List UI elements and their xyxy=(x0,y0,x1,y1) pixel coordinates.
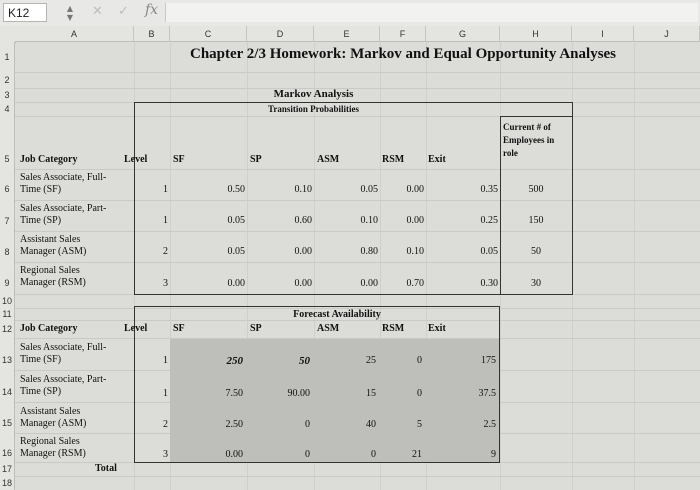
forecast-rsm[interactable]: 0 xyxy=(417,388,422,399)
forecast-header-asm[interactable]: ASM xyxy=(317,323,340,334)
markov-header-rsm[interactable]: RSM xyxy=(382,154,405,165)
forecast-header-exit[interactable]: Exit xyxy=(428,323,446,334)
row-header-7[interactable]: 7 xyxy=(0,200,15,231)
forecast-job-line1[interactable]: Sales Associate, Full- xyxy=(20,342,107,353)
forecast-sf[interactable]: 7.50 xyxy=(225,388,243,399)
row-header-16[interactable]: 16 xyxy=(0,433,15,462)
markov-current[interactable]: 30 xyxy=(531,278,541,289)
forecast-asm[interactable]: 40 xyxy=(366,419,376,430)
forecast-rsm[interactable]: 5 xyxy=(417,419,422,430)
markov-asm[interactable]: 0.10 xyxy=(360,215,378,226)
forecast-header-sf[interactable]: SF xyxy=(173,323,185,334)
column-header-d[interactable]: D xyxy=(247,26,314,42)
forecast-exit[interactable]: 2.5 xyxy=(483,419,496,430)
column-header-j[interactable]: J xyxy=(634,26,700,42)
forecast-job-line2[interactable]: Time (SP) xyxy=(20,386,62,397)
markov-sf[interactable]: 0.50 xyxy=(227,184,245,195)
markov-asm[interactable]: 0.05 xyxy=(360,184,378,195)
forecast-sp[interactable]: 50 xyxy=(299,355,310,367)
row-header-17[interactable]: 17 xyxy=(0,462,15,476)
forecast-rsm[interactable]: 0 xyxy=(417,355,422,366)
markov-sp[interactable]: 0.60 xyxy=(294,215,312,226)
markov-header-level[interactable]: Level xyxy=(124,154,148,165)
forecast-job-line2[interactable]: Time (SF) xyxy=(20,354,62,365)
forecast-sp[interactable]: 90.00 xyxy=(287,388,310,399)
markov-rsm[interactable]: 0.00 xyxy=(406,184,424,195)
forecast-header-job[interactable]: Job Category xyxy=(20,323,78,334)
markov-sf[interactable]: 0.00 xyxy=(227,278,245,289)
row-header-5[interactable]: 5 xyxy=(0,116,15,169)
markov-level[interactable]: 1 xyxy=(163,184,168,195)
markov-job-line1[interactable]: Regional Sales xyxy=(20,265,80,276)
markov-current[interactable]: 50 xyxy=(531,246,541,257)
markov-job-line1[interactable]: Sales Associate, Part- xyxy=(20,203,107,214)
markov-current[interactable]: 500 xyxy=(528,184,544,195)
row-header-6[interactable]: 6 xyxy=(0,169,15,200)
markov-rsm[interactable]: 0.00 xyxy=(406,215,424,226)
markov-header-asm[interactable]: ASM xyxy=(317,154,340,165)
column-header-h[interactable]: H xyxy=(500,26,572,42)
column-header-g[interactable]: G xyxy=(426,26,500,42)
transition-probabilities-heading[interactable]: Transition Probabilities xyxy=(268,104,359,114)
markov-exit[interactable]: 0.35 xyxy=(480,184,498,195)
forecast-job-line1[interactable]: Regional Sales xyxy=(20,436,80,447)
forecast-job-line2[interactable]: Manager (RSM) xyxy=(20,448,86,459)
markov-current[interactable]: 150 xyxy=(528,215,544,226)
row-header-14[interactable]: 14 xyxy=(0,370,15,402)
markov-header-job[interactable]: Job Category xyxy=(20,154,78,165)
row-header-11[interactable]: 11 xyxy=(0,308,15,320)
markov-sp[interactable]: 0.00 xyxy=(294,246,312,257)
forecast-sf[interactable]: 250 xyxy=(226,355,243,367)
markov-sp[interactable]: 0.10 xyxy=(294,184,312,195)
forecast-job-line1[interactable]: Sales Associate, Part- xyxy=(20,374,107,385)
column-header-b[interactable]: B xyxy=(134,26,170,42)
formula-input[interactable] xyxy=(165,3,698,22)
formula-bar xyxy=(0,0,700,27)
row-header-18[interactable]: 18 xyxy=(0,476,15,490)
row-header-8[interactable]: 8 xyxy=(0,231,15,262)
markov-asm[interactable]: 0.00 xyxy=(360,278,378,289)
markov-sp[interactable]: 0.00 xyxy=(294,278,312,289)
markov-job-line2[interactable]: Manager (ASM) xyxy=(20,246,87,257)
markov-job-line2[interactable]: Time (SP) xyxy=(20,215,62,226)
markov-level[interactable]: 3 xyxy=(163,278,168,289)
markov-level[interactable]: 2 xyxy=(163,246,168,257)
markov-exit[interactable]: 0.30 xyxy=(480,278,498,289)
select-all-corner[interactable] xyxy=(0,26,16,43)
markov-header-exit[interactable]: Exit xyxy=(428,154,446,165)
markov-asm[interactable]: 0.80 xyxy=(360,246,378,257)
forecast-exit[interactable]: 175 xyxy=(481,355,496,366)
sheet-title[interactable]: Chapter 2/3 Homework: Markov and Equal Opportunity Analyses xyxy=(190,46,617,62)
forecast-sp[interactable]: 0 xyxy=(305,419,310,430)
forecast-asm[interactable]: 15 xyxy=(366,388,376,399)
row-header-1[interactable]: 1 xyxy=(0,42,15,72)
markov-job-line2[interactable]: Time (SF) xyxy=(20,184,62,195)
row-header-15[interactable]: 15 xyxy=(0,402,15,433)
forecast-level[interactable]: 3 xyxy=(163,449,168,460)
forecast-exit[interactable]: 37.5 xyxy=(478,388,496,399)
column-header-f[interactable]: F xyxy=(380,26,426,42)
forecast-asm[interactable]: 25 xyxy=(366,355,376,366)
markov-rsm[interactable]: 0.10 xyxy=(406,246,424,257)
row-header-4[interactable]: 4 xyxy=(0,102,15,116)
markov-sf[interactable]: 0.05 xyxy=(227,215,245,226)
markov-job-line2[interactable]: Manager (RSM) xyxy=(20,277,86,288)
forecast-sp[interactable]: 0 xyxy=(305,449,310,460)
forecast-header-rsm[interactable]: RSM xyxy=(382,323,405,334)
forecast-level[interactable]: 1 xyxy=(163,388,168,399)
forecast-asm[interactable]: 0 xyxy=(371,449,376,460)
name-box[interactable]: K12 xyxy=(3,3,47,22)
markov-exit[interactable]: 0.05 xyxy=(480,246,498,257)
total-label[interactable]: Total xyxy=(95,463,117,474)
forecast-header-sp[interactable]: SP xyxy=(250,323,262,334)
markov-header-sf[interactable]: SF xyxy=(173,154,185,165)
row-header-3[interactable]: 3 xyxy=(0,88,15,102)
markov-header-current-1[interactable]: Current # of xyxy=(503,122,551,132)
name-box-dropdown-icon[interactable]: ▲ ▼ xyxy=(66,4,74,22)
markov-header-current-3[interactable]: role xyxy=(503,148,518,158)
row-header-10[interactable]: 10 xyxy=(0,294,15,308)
forecast-sf[interactable]: 2.50 xyxy=(225,419,243,430)
column-header-e[interactable]: E xyxy=(314,26,380,42)
insert-function-icon[interactable]: fx xyxy=(145,2,159,18)
forecast-sf[interactable]: 0.00 xyxy=(225,449,243,460)
row-header-13[interactable]: 13 xyxy=(0,338,15,370)
cancel-icon[interactable]: ✕ xyxy=(92,4,103,19)
markov-heading[interactable]: Markov Analysis xyxy=(273,88,354,100)
forecast-rsm[interactable]: 21 xyxy=(412,449,422,460)
forecast-header-level[interactable]: Level xyxy=(124,323,148,334)
row-header-12[interactable]: 12 xyxy=(0,320,15,338)
markov-level[interactable]: 1 xyxy=(163,215,168,226)
forecast-job-line2[interactable]: Manager (ASM) xyxy=(20,418,87,429)
confirm-check-icon[interactable]: ✓ xyxy=(118,4,129,19)
row-header-9[interactable]: 9 xyxy=(0,262,15,294)
forecast-level[interactable]: 1 xyxy=(163,355,168,366)
markov-rsm[interactable]: 0.70 xyxy=(406,278,424,289)
markov-header-current-2[interactable]: Employees in xyxy=(503,135,555,145)
forecast-heading[interactable]: Forecast Availability xyxy=(293,309,381,320)
row-header-2[interactable]: 2 xyxy=(0,72,15,88)
forecast-exit[interactable]: 9 xyxy=(491,449,496,460)
forecast-level[interactable]: 2 xyxy=(163,419,168,430)
forecast-job-line1[interactable]: Assistant Sales xyxy=(20,406,81,417)
markov-exit[interactable]: 0.25 xyxy=(480,215,498,226)
markov-header-sp[interactable]: SP xyxy=(250,154,262,165)
markov-job-line1[interactable]: Sales Associate, Full- xyxy=(20,172,107,183)
column-header-c[interactable]: C xyxy=(170,26,247,42)
markov-sf[interactable]: 0.05 xyxy=(227,246,245,257)
column-header-i[interactable]: I xyxy=(572,26,634,42)
markov-job-line1[interactable]: Assistant Sales xyxy=(20,234,81,245)
column-header-a[interactable]: A xyxy=(15,26,134,42)
